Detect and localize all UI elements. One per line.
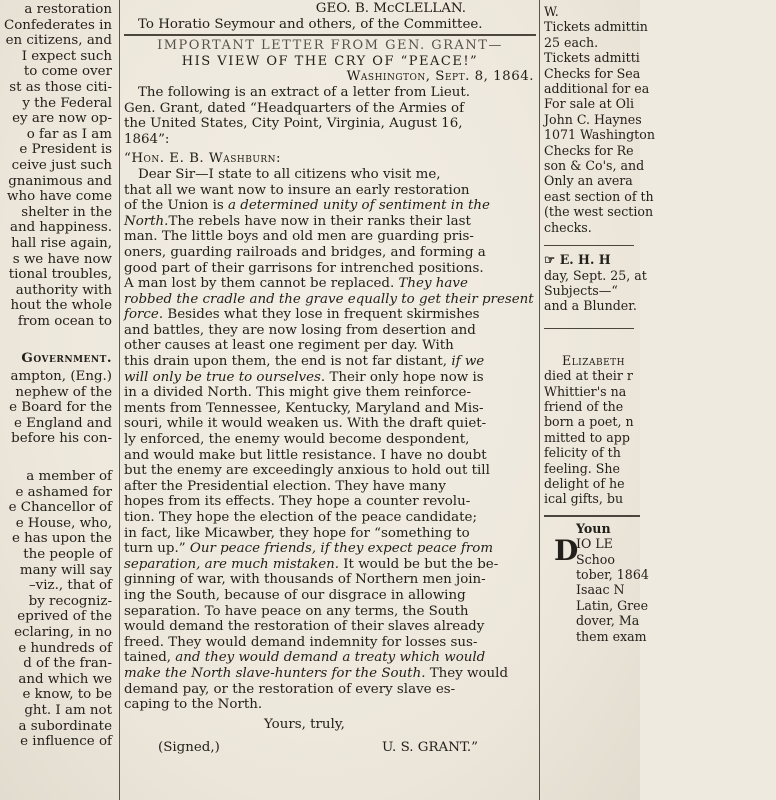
letter-line: freed. They would demand indemnity for losses sus- — [124, 634, 478, 650]
text-line: the United States, City Point, Virginia, August 16, — [124, 116, 463, 132]
letter-line: A man lost by them cannot be replaced. They have — [124, 276, 468, 292]
column-rule-left — [119, 0, 120, 800]
text-line: hout the whole — [10, 298, 112, 314]
letter-line: caping to the North. — [124, 697, 263, 713]
text-line: eclaring, in no — [14, 624, 112, 640]
text-line: Latin, Gree — [576, 597, 649, 613]
letter-line: separation. To have peace on any terms, the South — [124, 603, 469, 619]
letter-line: and would make but little resistance. I have no doubt — [124, 447, 487, 463]
committee-line: To Horatio Seymour and others, of the Committee. — [138, 16, 483, 32]
text-line: e House, who, — [15, 515, 112, 531]
text-line: st as those citi- — [9, 79, 112, 95]
section-divider — [124, 34, 536, 36]
letter-line: after the Presidential election. They have many — [124, 478, 446, 494]
text-line: s we have now — [12, 251, 112, 267]
letter-line: ginning of war, with thousands of Northern men join- — [124, 572, 486, 588]
text-line: a restoration — [24, 2, 112, 17]
text-line: e Board for the — [9, 400, 112, 416]
salutation: “Hon. E. B. Washburn: — [124, 151, 282, 167]
text-line: the people of — [23, 547, 112, 562]
text-line: ey are now op- — [12, 111, 112, 127]
text-line: Isaac N — [576, 582, 625, 598]
letter-line: ments from Tennessee, Kentucky, Maryland and Mis- — [124, 400, 484, 416]
text-line: hall rise again, — [11, 235, 112, 251]
text-line: checks. — [544, 219, 592, 235]
text-line: additional for ea — [544, 81, 650, 97]
text-line: Schoo — [576, 551, 615, 567]
text-line: tober, 1864 — [576, 567, 649, 582]
letter-line: good part of their garrisons for intrenched positions. — [124, 260, 484, 276]
letter-body — [124, 167, 536, 713]
text-line: by recogniz- — [28, 593, 112, 609]
letter-line: and battles, they are now losing from desertion and — [124, 322, 476, 338]
text-line: delight of he — [544, 475, 625, 491]
letter-line: oners, guarding railroads and bridges, and forming a — [124, 244, 486, 260]
left-column-text-top — [0, 2, 116, 329]
letter-line: tained, and they would demand a treaty which would — [124, 650, 486, 666]
text-line: born a poet, n — [544, 414, 634, 430]
right-column-obit — [544, 368, 640, 507]
text-line: Gen. Grant, dated “Headquarters of the Armies of — [124, 100, 465, 116]
pointing-hand-icon: ☞ — [544, 252, 556, 268]
text-line: y the Federal — [22, 95, 112, 111]
text-line: e know, to be — [22, 687, 112, 703]
text-line: e hundreds of — [18, 640, 112, 656]
text-line: before his con- — [11, 431, 112, 447]
text-line: IO LE — [576, 536, 613, 552]
letter-line: separation, are much mistaken. It would be but the be- — [124, 556, 499, 572]
text-line: mitted to app — [544, 429, 630, 445]
letter-line: in a divided North. This might give them reinforce- — [124, 385, 471, 401]
right-column-tickets — [544, 4, 655, 235]
text-line: e England and — [13, 415, 112, 431]
text-line: felicity of th — [544, 445, 621, 461]
left-column-text-bottom — [0, 469, 116, 750]
text-line: son & Co's, and — [544, 158, 645, 174]
text-line: 1864”: — [124, 131, 170, 147]
text-line: and which we — [18, 671, 112, 687]
text-line: and happiness. — [9, 220, 112, 236]
grant-signature: U. S. GRANT.” — [382, 740, 479, 756]
right-column — [544, 0, 655, 644]
text-line: Checks for Sea — [544, 65, 641, 81]
text-line: ght. I am not — [24, 702, 112, 718]
text-line: e Chancellor of — [8, 500, 112, 516]
text-line: e has upon the — [12, 531, 112, 547]
text-line: ical gifts, bu — [544, 491, 624, 507]
letter-line: of the Union is a determined unity of sentiment in the — [124, 198, 490, 214]
letter-line: man. The little boys and old men are guarding pris- — [124, 229, 474, 245]
left-column — [0, 0, 116, 750]
letter-line: tion. They hope the election of the peace candidate; — [124, 510, 477, 525]
letter-line: that all we want now to insure an early restoration — [124, 182, 470, 198]
text-line: For sale at Oli — [544, 96, 635, 112]
text-line: nephew of the — [15, 384, 112, 400]
text-line: d of the fran- — [23, 656, 112, 672]
text-line: who have come — [7, 189, 112, 205]
text-line: day, Sept. 25, at — [544, 267, 647, 283]
letter-line: make the North slave-hunters for the South. They would — [124, 665, 509, 681]
text-line: east section of th — [544, 188, 654, 204]
letter-line: other causes at least one regiment per day. With — [124, 338, 454, 354]
text-line: ampton, (Eng.) — [10, 369, 112, 385]
text-line: ceive just such — [11, 157, 112, 173]
letter-line: demand pay, or the restoration of every slave es- — [124, 681, 456, 697]
text-line: them exam — [576, 628, 647, 644]
right-divider-1 — [544, 245, 634, 246]
text-line: e President is — [19, 142, 112, 158]
letter-line: ly enforced, the enemy would become despondent, — [124, 432, 470, 448]
mcclellan-signature: GEO. B. McCLELLAN. — [315, 1, 466, 16]
text-line: feeling. She — [544, 460, 620, 476]
text-line: o far as I am — [26, 126, 112, 142]
left-column-text-mid — [0, 369, 116, 447]
text-line: 25 each. — [544, 34, 599, 50]
text-line: shelter in the — [21, 204, 112, 220]
closing: Yours, truly, — [264, 716, 345, 732]
letter-line: Dear Sir—I state to all citizens who visit me, — [138, 166, 441, 182]
text-line: Subjects—“ — [544, 282, 618, 298]
letter-line: force. Besides what they lose in frequent skirmishes — [124, 307, 480, 323]
text-line: friend of the — [544, 398, 624, 414]
text-line: –viz., that of — [28, 578, 112, 594]
text-line: many will say — [19, 562, 112, 578]
text-line: I expect such — [21, 48, 112, 64]
text-line: dover, Ma — [576, 613, 640, 629]
headline-1: IMPORTANT LETTER FROM GEN. GRANT— — [157, 38, 503, 54]
notice-mark: E. H. H — [559, 252, 611, 268]
right-column-notice — [544, 267, 647, 314]
text-line: John C. Haynes — [544, 111, 642, 127]
text-line: Only an avera — [544, 173, 633, 189]
letter-line: will only be true to ourselves. Their only hope now is — [124, 369, 484, 385]
signature-block — [124, 740, 536, 756]
text-line: Whittier's na — [544, 383, 627, 399]
intro-paragraph — [124, 85, 536, 147]
letter-line: ing the South, because of our disgrace in allowing — [124, 587, 466, 603]
text-line: to come over — [23, 64, 112, 80]
text-line: from ocean to — [17, 313, 112, 329]
headline-2: HIS VIEW OF THE CRY OF “PEACE!” — [181, 53, 479, 69]
text-line: and a Blunder. — [544, 298, 637, 314]
text-line: Tickets admitti — [544, 50, 640, 66]
text-line: Confederates in — [3, 17, 112, 33]
text-line: a member of — [26, 469, 112, 485]
text-line: 1071 Washington — [544, 127, 655, 143]
letter-line: North.The rebels have now in their ranks their last — [124, 213, 471, 229]
text-line: eprived of the — [17, 609, 112, 625]
letter-line: this drain upon them, the end is not far distant, if we — [124, 354, 485, 370]
letter-line: robbed the cradle and the grave equally to get their present — [124, 291, 534, 307]
text-line: The following is an extract of a letter from Lieut. — [138, 84, 471, 100]
letter-line: would demand the restoration of their slaves already — [124, 619, 485, 635]
dateline: Washington, Sept. 8, 1864. — [346, 69, 534, 85]
column-rule-right — [539, 0, 540, 800]
letter-line: but the enemy are exceedingly anxious to hold out till — [124, 463, 490, 479]
main-column — [124, 0, 536, 756]
left-section-head: Government. — [21, 350, 112, 367]
text-line: authority with — [15, 282, 112, 298]
letter-line: turn up.” Our peace friends, if they expect peace from — [124, 541, 494, 557]
letter-line: souri, while it would weaken us. With the draft quiet- — [124, 416, 487, 432]
text-line: died at their r — [544, 368, 633, 384]
letter-line: hopes from its effects. They hope a counter revolu- — [124, 494, 471, 510]
text-line: e influence of — [20, 734, 112, 750]
text-line: e ashamed for — [15, 484, 112, 500]
text-line: Tickets admittin — [544, 19, 648, 35]
ad-title: Youn — [576, 520, 611, 536]
notice-heading — [544, 252, 744, 267]
right-divider-2 — [544, 328, 634, 329]
letter-line: in fact, like Micawber, they hope for “something to — [124, 525, 470, 541]
text-line: W. — [544, 4, 559, 19]
obit-name: Elizabeth — [562, 352, 626, 368]
text-line: (the west section — [544, 204, 654, 220]
right-divider-3 — [544, 515, 640, 517]
text-line: a subordinate — [18, 718, 112, 734]
ad-block — [544, 534, 649, 644]
text-line: Checks for Re — [544, 142, 634, 158]
text-line: gnanimous and — [8, 173, 112, 189]
text-line: tional troubles, — [8, 267, 112, 283]
signed-label: (Signed,) — [158, 740, 220, 756]
ad-dropcap: D — [554, 534, 579, 568]
text-line: en citizens, and — [5, 33, 112, 49]
